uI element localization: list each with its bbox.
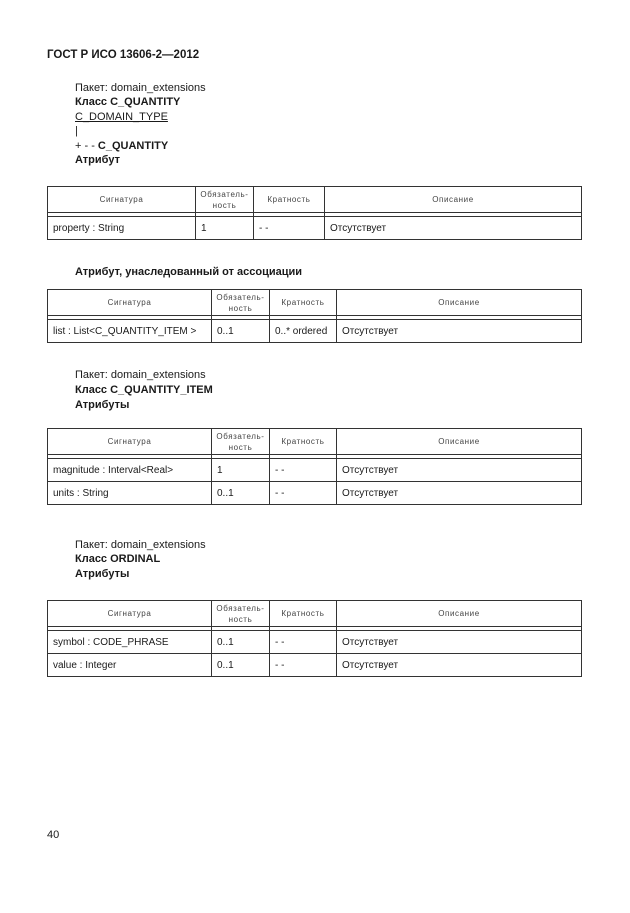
cell-mandatory: 0..1 xyxy=(212,631,270,654)
section-title: Атрибуты xyxy=(75,568,130,580)
cell-multiplicity: 0..* ordered xyxy=(270,320,337,343)
table-row xyxy=(48,459,582,482)
cell-mandatory: 1 xyxy=(196,217,254,240)
inheritance-prefix: + - - xyxy=(75,140,98,152)
header-mandatory: Обязатель- ность xyxy=(212,290,270,316)
table-header-row xyxy=(48,429,582,455)
header-mandatory: Обязатель- ность xyxy=(212,429,270,455)
cell-mandatory: 0..1 xyxy=(212,320,270,343)
attributes-table xyxy=(47,186,582,240)
table-row xyxy=(48,482,582,505)
page-number: 40 xyxy=(47,829,60,841)
cell-multiplicity: - - xyxy=(270,654,337,677)
cell-signature: property : String xyxy=(48,217,196,240)
section-title: Атрибуты xyxy=(75,399,130,411)
package-label: Пакет: domain_extensions xyxy=(75,539,206,551)
cell-mandatory: 0..1 xyxy=(212,482,270,505)
cell-signature: units : String xyxy=(48,482,212,505)
section-title: Атрибут xyxy=(75,154,120,166)
header-description: Описание xyxy=(325,187,582,213)
header-multiplicity: Кратность xyxy=(254,187,325,213)
cell-description: Отсутствует xyxy=(337,631,582,654)
cell-description: Отсутствует xyxy=(337,482,582,505)
header-signature: Сигнатура xyxy=(48,429,212,455)
document-header: ГОСТ Р ИСО 13606-2—2012 xyxy=(47,49,200,61)
header-signature: Сигнатура xyxy=(48,601,212,627)
class-title: Класс C_QUANTITY_ITEM xyxy=(75,384,213,396)
inheritance-line xyxy=(75,139,168,153)
attributes-table xyxy=(47,600,582,677)
class-title: Класс C_QUANTITY xyxy=(75,96,181,108)
cell-description: Отсутствует xyxy=(337,459,582,482)
class-title: Класс ORDINAL xyxy=(75,553,161,565)
cell-signature: symbol : CODE_PHRASE xyxy=(48,631,212,654)
parent-class: C_DOMAIN_TYPE xyxy=(75,111,168,123)
header-description: Описание xyxy=(337,290,582,316)
header-description: Описание xyxy=(337,429,582,455)
table-row xyxy=(48,320,582,343)
header-multiplicity: Кратность xyxy=(270,429,337,455)
table-header-row xyxy=(48,601,582,627)
cell-signature: magnitude : Interval<Real> xyxy=(48,459,212,482)
cell-multiplicity: - - xyxy=(270,459,337,482)
header-multiplicity: Кратность xyxy=(270,601,337,627)
attributes-table xyxy=(47,289,582,343)
cell-mandatory: 0..1 xyxy=(212,654,270,677)
cell-description: Отсутствует xyxy=(325,217,582,240)
header-description: Описание xyxy=(337,601,582,627)
attributes-table xyxy=(47,428,582,505)
section-title: Атрибут, унаследованный от ассоциации xyxy=(75,266,303,278)
cell-multiplicity: - - xyxy=(254,217,325,240)
table-header-row xyxy=(48,290,582,316)
inheritance-bar: | xyxy=(75,125,78,137)
cell-multiplicity: - - xyxy=(270,482,337,505)
cell-mandatory: 1 xyxy=(212,459,270,482)
package-label: Пакет: domain_extensions xyxy=(75,82,206,94)
cell-description: Отсутствует xyxy=(337,320,582,343)
header-mandatory: Обязатель- ность xyxy=(196,187,254,213)
header-mandatory: Обязатель- ность xyxy=(212,601,270,627)
table-row xyxy=(48,631,582,654)
cell-signature: value : Integer xyxy=(48,654,212,677)
package-label: Пакет: domain_extensions xyxy=(75,369,206,381)
cell-multiplicity: - - xyxy=(270,631,337,654)
header-signature: Сигнатура xyxy=(48,187,196,213)
cell-signature: list : List<C_QUANTITY_ITEM > xyxy=(48,320,212,343)
cell-description: Отсутствует xyxy=(337,654,582,677)
header-signature: Сигнатура xyxy=(48,290,212,316)
table-row xyxy=(48,217,582,240)
header-multiplicity: Кратность xyxy=(270,290,337,316)
table-row xyxy=(48,654,582,677)
inheritance-class: C_QUANTITY xyxy=(97,140,169,152)
table-header-row xyxy=(48,187,582,213)
